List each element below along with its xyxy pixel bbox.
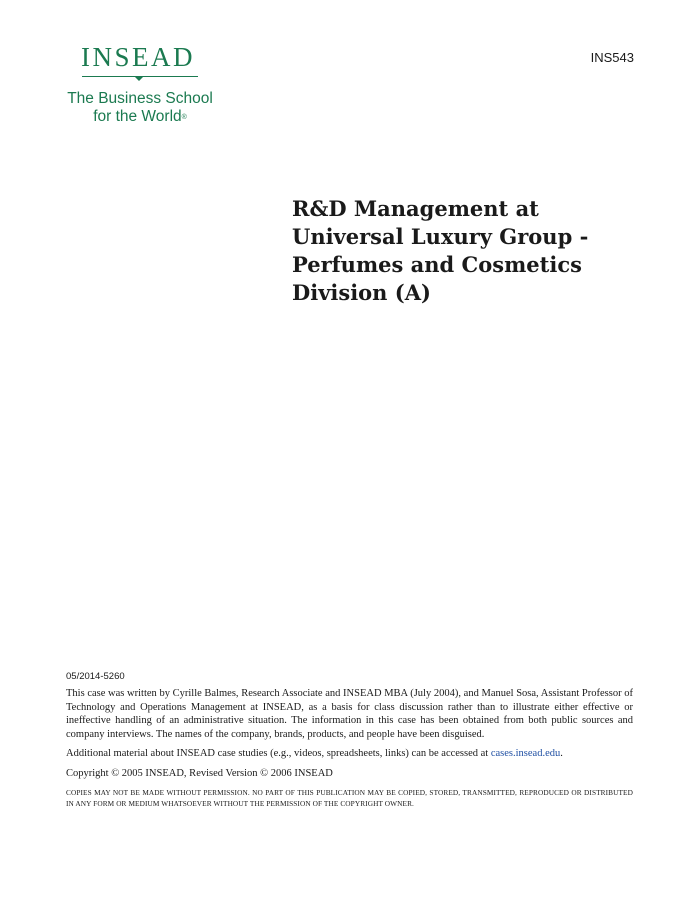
additional-material-note	[66, 747, 633, 761]
case-code: 05/2014-5260	[66, 671, 125, 682]
title-line-4: Division (A)	[292, 280, 431, 305]
case-footer	[66, 671, 633, 815]
tagline-line2: for the World	[93, 108, 182, 125]
tagline-line1: The Business School	[67, 90, 213, 107]
logo-wordmark: INSEAD	[81, 42, 195, 72]
additional-text: Additional material about INSEAD case studies (e.g., videos, spreadsheets, links) can be accessed at	[66, 748, 489, 760]
additional-suffix: .	[560, 748, 563, 760]
copyright-line: Copyright © 2005 INSEAD, Revised Version © 2006 INSEAD	[66, 767, 333, 779]
case-title	[292, 195, 632, 307]
logo-tagline	[64, 90, 216, 126]
copy-notice: COPIES MAY NOT BE MADE WITHOUT PERMISSION. NO PART OF THIS PUBLICATION MAY BE COPIED, STORED, TRANSMITTED, REPRODUCED OR DISTRIBUTED IN ANY FORM OR MEDIUM WHATSOEVER WITHOUT THE PERMISSION OF THE COPYRIGHT OWNER.	[66, 787, 633, 808]
title-line-1: R&D Management at	[292, 196, 539, 221]
cases-link[interactable]: cases.insead.edu	[490, 748, 561, 760]
authorship-note: This case was written by Cyrille Balmes, Research Associate and INSEAD MBA (July 2004), and Manuel Sosa, Assistant Professor of Technology and Operations Management at INSEAD, as a basis for class discussion rather than to illustrate either effective or ineffective handling of an administrative situation. The information in this case has been obtained from both public sources and company interviews. The names of the company, brands, products, and people have been disguised.	[66, 688, 633, 740]
registered-mark: ®	[181, 114, 187, 121]
title-line-3: Perfumes and Cosmetics	[292, 252, 582, 277]
logo-rule	[82, 74, 198, 82]
insead-logo	[64, 42, 216, 126]
title-line-2: Universal Luxury Group -	[292, 224, 589, 249]
document-code: INS543	[590, 50, 634, 65]
